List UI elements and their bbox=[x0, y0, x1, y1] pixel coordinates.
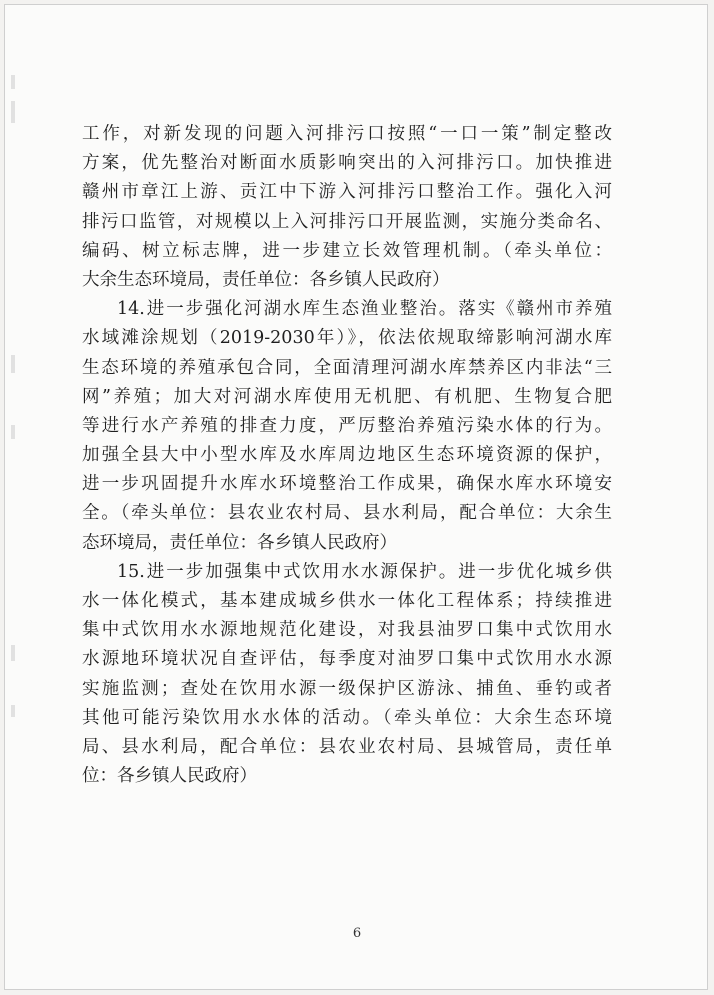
text-line: 方案，优先整治对断面水质影响突出的入河排污口。加快推进 bbox=[82, 153, 612, 174]
text-line: 15.进一步加强集中式饮用水水源保护。进一步优化城乡供 bbox=[117, 561, 612, 582]
text-line: 水一体化模式，基本建成城乡供水一体化工程体系；持续推进 bbox=[82, 591, 612, 611]
text-line: 位：各乡镇人民政府） bbox=[82, 766, 257, 787]
text-line: 进一步巩固提升水库水环境整治工作成果，确保水库水环境安 bbox=[82, 474, 612, 495]
text-line: 赣州市章江上游、贡江中下游入河排污口整治工作。强化入河 bbox=[82, 182, 612, 203]
bleed-through-mark bbox=[11, 645, 15, 661]
text-line: 工作，对新发现的问题入河排污口按照“一口一策”制定整改 bbox=[82, 124, 612, 144]
bleed-through-mark bbox=[11, 355, 15, 373]
text-line: 水域滩涂规划（2019-2030年）》，依法依规取缔影响河湖水库 bbox=[82, 328, 612, 349]
text-line: 态环境局，责任单位：各乡镇人民政府） bbox=[82, 532, 397, 553]
page-number: 6 bbox=[352, 926, 362, 941]
bleed-through-mark bbox=[11, 75, 15, 89]
bleed-through-mark bbox=[11, 425, 15, 439]
text-line: 加强全县大中小型水库及水库周边地区生态环境资源的保护， bbox=[82, 445, 612, 466]
text-line: 14.进一步强化河湖水库生态渔业整治。落实《赣州市养殖 bbox=[117, 299, 612, 320]
document-body bbox=[82, 120, 612, 791]
text-line: 水源地环境状况自查评估，每季度对油罗口集中式饮用水水源 bbox=[82, 649, 612, 670]
bleed-through-mark bbox=[11, 705, 15, 717]
paragraph-15 bbox=[82, 558, 612, 792]
text-line: 实施监测；查处在饮用水源一级保护区游泳、捕鱼、垂钓或者 bbox=[82, 678, 612, 699]
paragraph-13-continued bbox=[82, 120, 612, 295]
text-line: 等进行水产养殖的排查力度，严厉整治养殖污染水体的行为。 bbox=[82, 415, 612, 436]
text-line: 集中式饮用水水源地规范化建设，对我县油罗口集中式饮用水 bbox=[82, 620, 612, 641]
paragraph-14 bbox=[82, 295, 612, 558]
text-line: 排污口监管，对规模以上入河排污口开展监测，实施分类命名、 bbox=[82, 211, 612, 232]
text-line: 局、县水利局，配合单位：县农业农村局、县城管局，责任单 bbox=[82, 736, 612, 757]
text-line: 大余生态环境局，责任单位：各乡镇人民政府） bbox=[82, 269, 450, 290]
text-line: 生态环境的养殖承包合同，全面清理河湖水库禁养区内非法“三 bbox=[82, 357, 612, 378]
text-line: 网”养殖；加大对河湖水库使用无机肥、有机肥、生物复合肥 bbox=[82, 386, 612, 407]
bleed-through-mark bbox=[11, 101, 15, 123]
text-line: 其他可能污染饮用水水体的活动。（牵头单位：大余生态环境 bbox=[82, 707, 612, 728]
text-line: 全。（牵头单位：县农业农村局、县水利局，配合单位：大余生 bbox=[82, 503, 612, 524]
text-line: 编码、树立标志牌，进一步建立长效管理机制。（牵头单位： bbox=[82, 240, 612, 261]
